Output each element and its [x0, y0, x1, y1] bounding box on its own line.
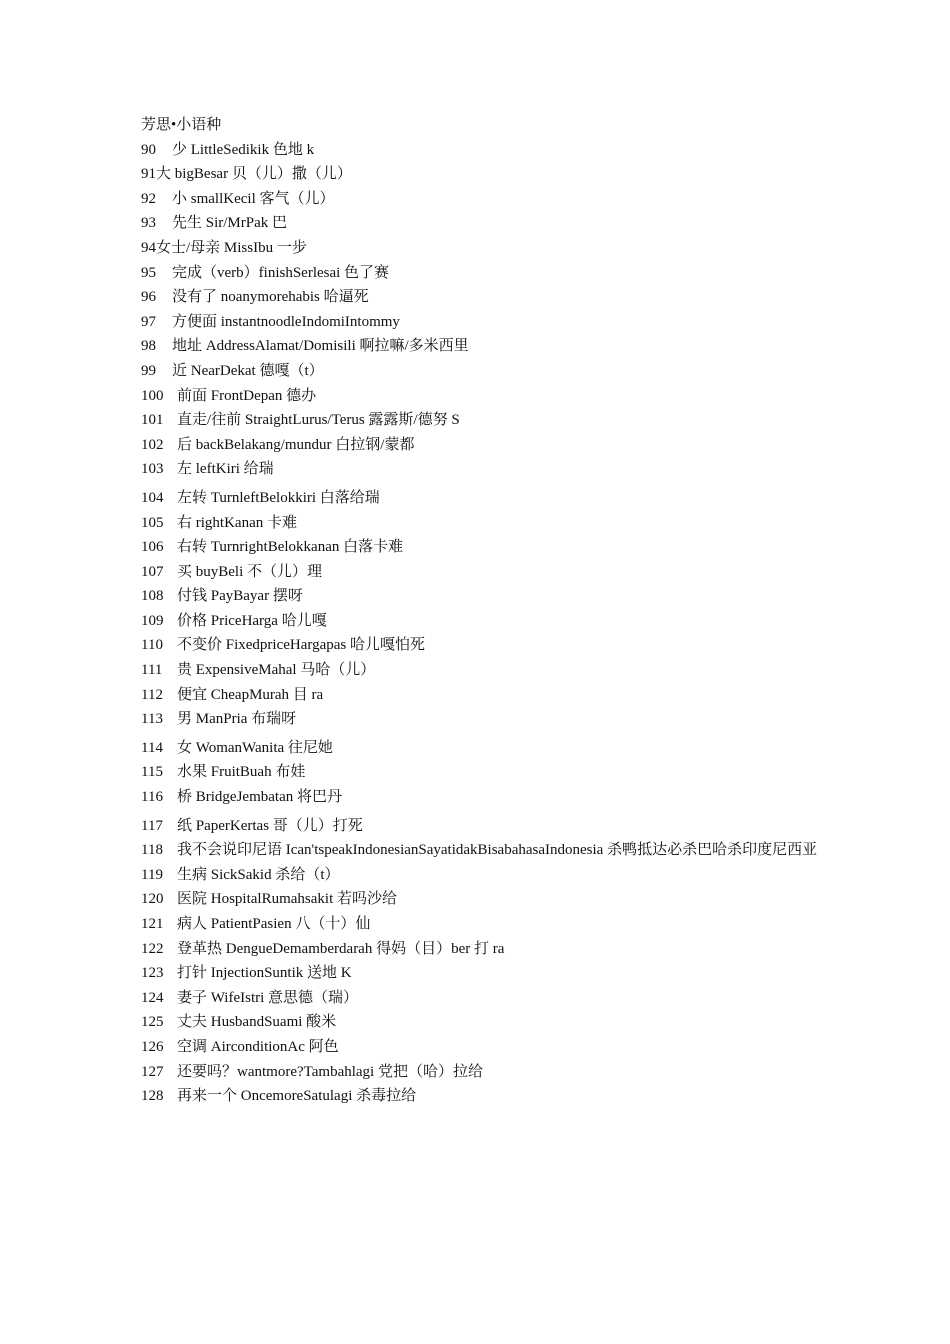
entry-number: 114 [141, 739, 163, 756]
vocab-entry [141, 310, 821, 335]
entry-text: 近 NearDekat 德嘎（t） [172, 362, 324, 379]
vocab-entry [141, 334, 821, 359]
entry-text: 小 smallKecil 客气（儿） [172, 190, 335, 207]
entry-text: 女士/母亲 MissIbu 一步 [156, 239, 307, 256]
vocab-entry [141, 560, 821, 585]
entry-number: 111 [141, 662, 163, 679]
entry-number: 96 [141, 289, 156, 306]
entry-number: 119 [141, 866, 163, 883]
entry-text: 妻子 WifeIstri 意思德（瑞） [177, 989, 359, 1006]
vocab-entry [141, 937, 821, 962]
vocab-entry [141, 961, 821, 986]
vocab-entry [141, 138, 821, 163]
entry-text: 病人 PatientPasien 八（十）仙 [177, 916, 371, 932]
entry-text: 左转 TurnleftBelokkiri 白落给瑞 [177, 489, 380, 506]
entry-number: 126 [141, 1038, 164, 1055]
entry-number: 101 [141, 412, 164, 429]
entry-text: 买 buyBeli 不（儿）理 [177, 563, 322, 580]
vocab-entry [141, 162, 821, 187]
entry-text: 直走/往前 StraightLurus/Terus 露露斯/德努 S [177, 412, 460, 429]
entry-number: 102 [141, 436, 164, 453]
entry-number: 116 [141, 789, 163, 806]
entry-text: 少 LittleSedikik 色地 k [172, 141, 315, 158]
entry-number: 97 [141, 313, 156, 330]
vocab-entry [141, 609, 821, 634]
vocab-entry [141, 1060, 821, 1085]
vocab-entry [141, 584, 821, 609]
entry-number: 92 [141, 190, 156, 207]
entry-text: 右 rightKanan 卡难 [177, 514, 297, 531]
entry-number: 91 [141, 166, 156, 183]
entry-number: 93 [141, 215, 156, 232]
entry-text: 还要吗？wantmore?Tambahlagi 党把（哈）拉给 [177, 1063, 483, 1080]
vocab-entry [141, 986, 821, 1011]
entry-number: 123 [141, 965, 164, 982]
entry-text: 右转 TurnrightBelokkanan 白落卡难 [177, 539, 404, 556]
entry-text: 医院 HospitalRumahsakit 若吗沙给 [177, 891, 397, 908]
entry-text: 打针 InjectionSuntik 送地 K [177, 965, 352, 982]
vocab-entry [141, 633, 821, 658]
entry-number: 98 [141, 338, 156, 355]
vocab-entry [141, 1035, 821, 1060]
entry-text: 水果 FruitBuah 布娃 [177, 764, 306, 781]
entry-text: 桥 BridgeJembatan 将巴丹 [177, 789, 342, 806]
entry-text: 不变价 FixedpriceHargapas 哈儿嘎怕死 [177, 637, 426, 654]
entry-number: 103 [141, 461, 164, 478]
entry-number: 118 [141, 842, 163, 859]
vocab-entry [141, 535, 821, 560]
vocab-entry [141, 785, 821, 810]
entry-text: 先生 Sir/MrPak 巴 [172, 215, 288, 232]
entry-number: 120 [141, 891, 164, 908]
entry-number: 125 [141, 1014, 164, 1031]
vocab-entry [141, 707, 821, 732]
vocab-entry [141, 658, 821, 683]
vocab-entry [141, 285, 821, 310]
entry-number: 104 [141, 489, 164, 506]
vocab-entry [141, 433, 821, 458]
entry-number: 109 [141, 612, 164, 629]
entry-number: 99 [141, 362, 156, 379]
document-page [141, 113, 821, 1109]
entry-number: 110 [141, 637, 163, 654]
vocab-entry [141, 912, 821, 937]
entry-number: 112 [141, 686, 163, 703]
entry-number: 117 [141, 817, 163, 834]
entry-number: 128 [141, 1088, 164, 1105]
entry-number: 105 [141, 514, 164, 531]
entry-number: 106 [141, 539, 164, 556]
vocab-entry [141, 683, 821, 708]
entry-text: 后 backBelakang/mundur 白拉钢/蒙都 [177, 436, 415, 453]
entry-text: 付钱 PayBayar 摆呀 [177, 588, 303, 605]
entry-text: 便宜 CheapMurah 目 ra [177, 686, 324, 703]
vocab-entry [141, 1010, 821, 1035]
vocab-entry [141, 384, 821, 409]
vocab-entry [141, 887, 821, 912]
entry-number: 95 [141, 264, 156, 281]
entry-text: 方便面 instantnoodleIndomiIntommy [172, 313, 400, 330]
vocab-entry [141, 814, 821, 839]
vocab-entry [141, 863, 821, 888]
entry-number: 113 [141, 711, 163, 728]
entry-number: 94 [141, 239, 156, 256]
vocab-entry [141, 187, 821, 212]
entry-text: 完成（verb）finishSerlesai 色了赛 [172, 264, 390, 281]
entry-text: 再来一个 OncemoreSatulagi 杀毒拉给 [177, 1088, 417, 1105]
entry-number: 127 [141, 1063, 164, 1080]
vocab-entry [141, 359, 821, 384]
entry-number: 115 [141, 764, 163, 781]
entry-text: 大 bigBesar 贝（儿）撒（儿） [156, 166, 352, 183]
entry-text: 丈夫 HusbandSuami 酸米 [177, 1014, 337, 1031]
vocab-entry [141, 457, 821, 482]
entry-number: 122 [141, 940, 164, 957]
entry-text: 贵 ExpensiveMahal 马哈（儿） [177, 662, 376, 679]
entry-text: 左 leftKiri 给瑞 [177, 461, 274, 478]
vocab-entry [141, 261, 821, 286]
vocabulary-list [141, 138, 821, 1109]
entry-text: 女 WomanWanita 往尼她 [177, 739, 333, 756]
entry-number: 90 [141, 141, 156, 158]
entry-text: 男 ManPria 布瑞呀 [177, 711, 297, 728]
entry-text: 纸 PaperKertas 哥（儿）打死 [177, 817, 363, 834]
document-title: 芳思•小语种 [141, 117, 222, 133]
vocab-entry [141, 236, 821, 261]
vocab-entry [141, 408, 821, 433]
entry-number: 100 [141, 387, 164, 404]
vocab-entry [141, 511, 821, 536]
entry-number: 121 [141, 916, 164, 932]
entry-text: 没有了 noanymorehabis 哈逼死 [172, 289, 369, 306]
vocab-entry [141, 736, 821, 761]
entry-text: 地址 AddressAlamat/Domisili 啊拉嘛/多米西里 [172, 338, 469, 355]
entry-number: 107 [141, 563, 164, 580]
entry-number: 108 [141, 588, 164, 605]
entry-text: 前面 FrontDepan 德办 [177, 387, 317, 404]
entry-text: 价格 PriceHarga 哈儿嘎 [177, 612, 327, 629]
vocab-entry [141, 760, 821, 785]
vocab-entry [141, 1084, 821, 1109]
vocab-entry [141, 838, 821, 863]
entry-text: 我不会说印尼语 Ican'tspeakIndonesianSayatidakBisabahasaIndonesia 杀鸭抵达必杀巴哈杀印度尼西亚 [177, 842, 818, 859]
vocab-entry [141, 486, 821, 511]
entry-number: 124 [141, 989, 164, 1006]
entry-text: 空调 AirconditionAc 阿色 [177, 1038, 339, 1055]
entry-text: 登革热 DengueDemamberdarah 得妈（目）ber 打 ra [177, 940, 505, 957]
entry-text: 生病 SickSakid 杀给（t） [177, 866, 340, 883]
vocab-entry [141, 211, 821, 236]
